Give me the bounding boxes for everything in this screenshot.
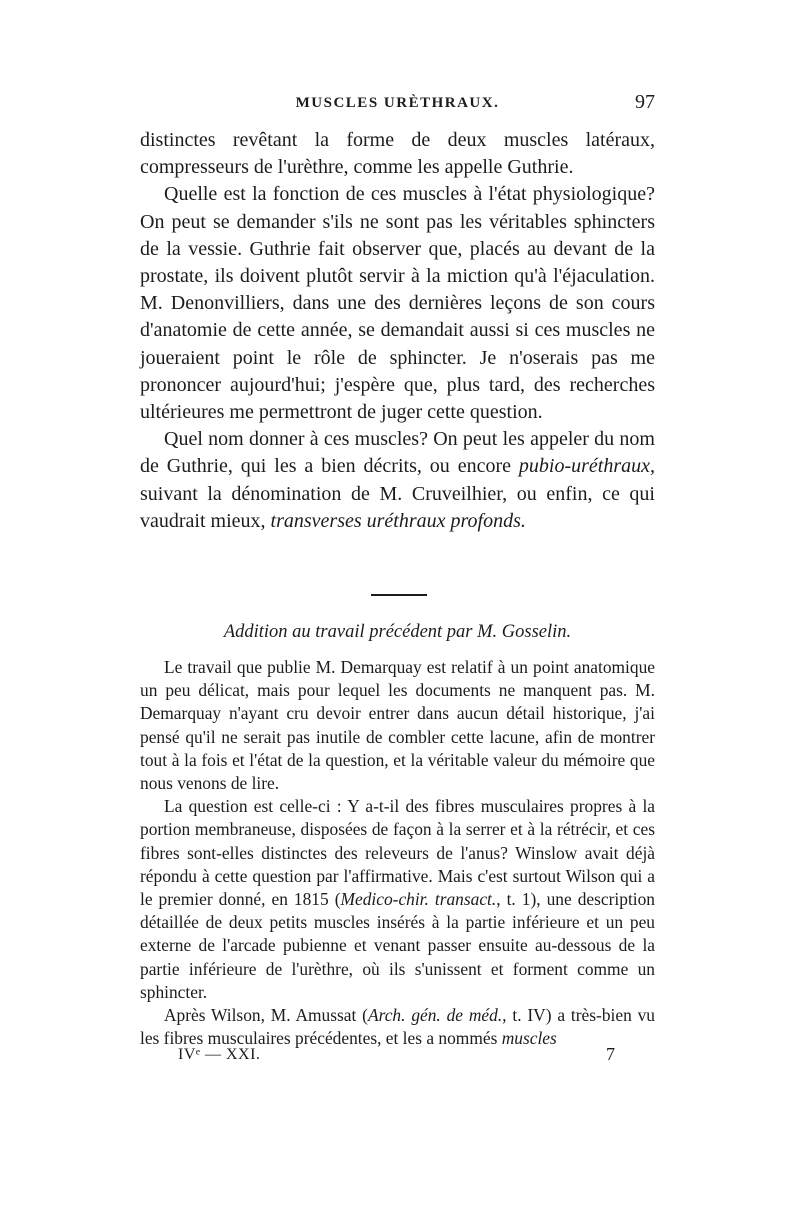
term-transverses: transverses uréthraux profonds. [270,509,526,532]
section-title: Addition au travail précédent par M. Gosselin. [223,622,572,642]
addition-text [140,656,655,1050]
page-number: 97 [635,91,655,113]
term-muscles: muscles [501,1028,557,1049]
paragraph-intro: Le travail que publie M. Demarquay est relatif à un point anatomique un peu délicat, mais pour lequel les documents ne manquent pas. M. Demarquay n'ayant cru devoir entrer dans aucun détail historique, j'ai pensé qu'il ne serait pas inutile de combler cette lacune, afin de montrer tout à la fois et l'état de la question, et la véritable valeur du mémoire que nous venons de lire. [140,657,655,794]
section-divider [371,594,427,596]
running-title: MUSCLES URÈTHRAUX. [295,95,500,111]
amussat-text-middle: t. IV) a très-bien vu les fibres musculaires précédentes, et les a nommés [140,1005,655,1049]
signature-mark: IVᵉ — XXI. [178,1046,261,1063]
running-head [140,91,655,125]
amussat-text-start: Après Wilson, M. Amussat ( [164,1005,368,1026]
naming-text-start: Quel nom donner à ces muscles? On peut les appeler du nom de Guthrie, qui les a bien décrits, ou encore [140,428,655,478]
citation-arch-gen: Arch. gén. de méd., [367,1005,507,1026]
paragraph-amussat [140,1004,655,1050]
page-footer [140,1046,655,1070]
citation-medico-chir: Medico-chir. transact. [340,889,497,910]
paragraph-question [140,795,655,1004]
naming-text-middle: suivant la dénomination de M. Cruveilhier, ou enfin, ce qui vaudrait mieux, [140,482,655,532]
gathering-number: 7 [606,1044,615,1064]
article-conclusion [140,127,655,535]
question-text-start: La question est celle-ci : Y a-t-il des fibres musculaires propres à la portion membraneuse, disposées de façon à la serrer et à la rétrécir, et ces fibres sont-elles distinctes des releveurs de l'anus? Winslow avait déjà répondu à cette question par l'affirmative. Mais c'est surtout Wilson qui a le premier donné, en 1815 ( [140,796,655,910]
question-text-end: , t. 1), une description détaillée de deux petits muscles insérés à la partie inférieure et un peu externe de l'arcade pubienne et venant passer ensuite au-dessous de la partie inférieure de l'urèthre, où ils s'unissent et forment comme un sphincter. [140,889,655,1002]
paragraph-continued: distinctes revêtant la forme de deux muscles latéraux, compresseurs de l'urèthre, comme les appelle Guthrie. [140,129,655,179]
term-pubio-urethraux: pubio-uréthraux, [518,455,655,478]
paragraph-naming [140,426,655,535]
paragraph-function: Quelle est la fonction de ces muscles à l'état physiologique? On peut se demander s'ils ne sont pas les véritables sphincters de la vessie. Guthrie fait observer que, placés au devant de la prostate, ils doivent plutôt servir à la miction qu'à l'éjaculation. M. Denonvilliers, dans une des dernières leçons de son cours d'anatomie de cette année, se demandait aussi si ces muscles ne joueraient point le rôle de sphincter. Je n'oserais pas me prononcer aujourd'hui; j'espère que, plus tard, des recherches ultérieures me permettront de juger cette question. [140,183,655,424]
